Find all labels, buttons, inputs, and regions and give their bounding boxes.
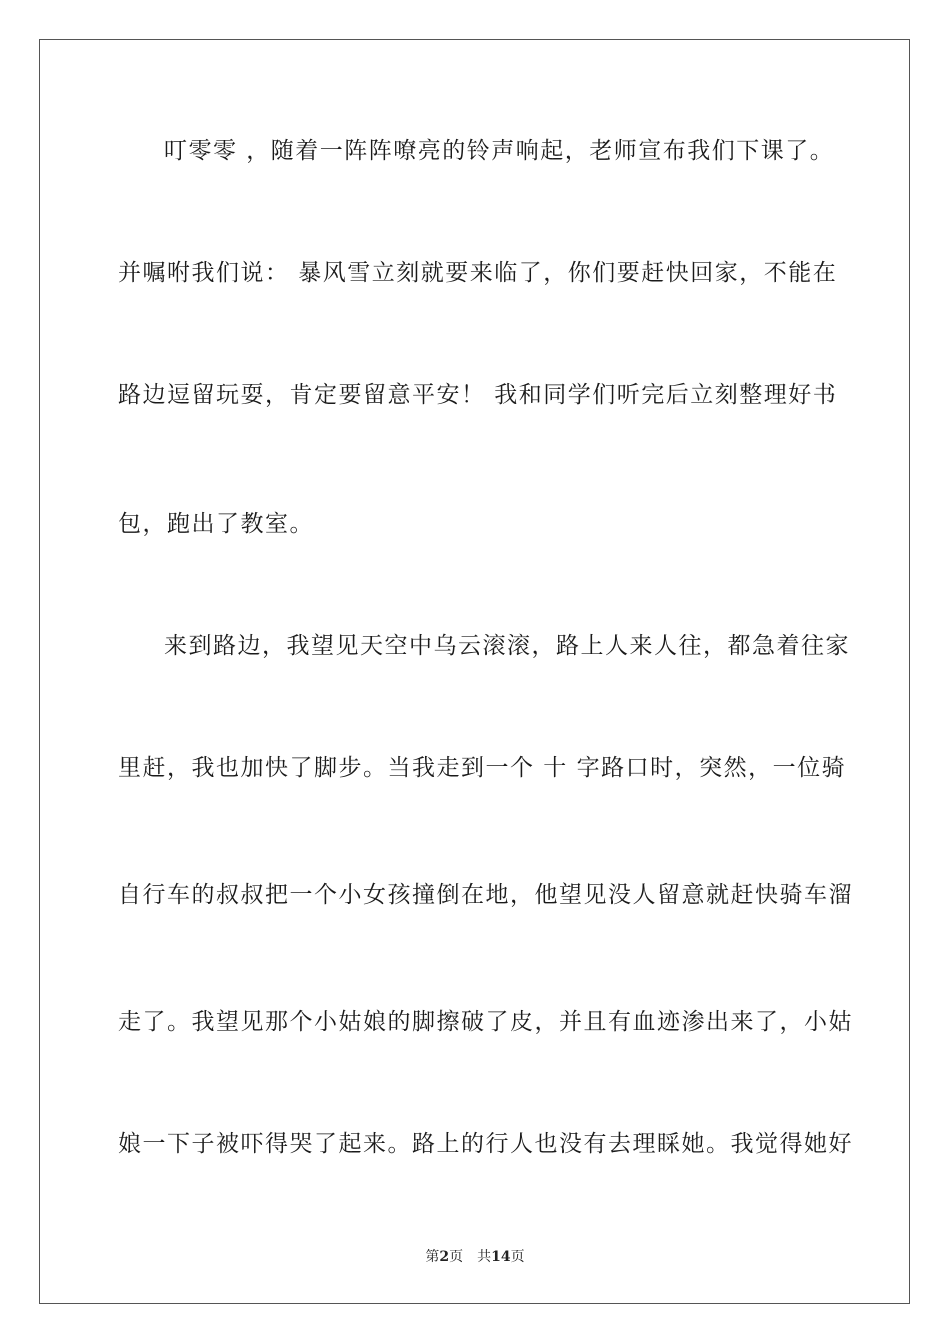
page-footer [0, 1248, 950, 1266]
total-prefix: 共 [477, 1249, 492, 1265]
paragraph-1-line-2: 并嘱咐我们说： 暴风雪立刻就要来临了，你们要赶快回家，不能在 [118, 260, 838, 286]
paragraph-2-line-3: 自行车的叔叔把一个小女孩撞倒在地，他望见没人留意就赶快骑车溜 [118, 882, 853, 908]
paragraph-1-line-1: 叮零零 ，随着一阵阵嘹亮的铃声响起，老师宣布我们下课了。 [164, 138, 835, 164]
paragraph-2-line-2: 里赶，我也加快了脚步。当我走到一个 十 字路口时，突然，一位骑 [118, 755, 847, 781]
total-suffix: 页 [510, 1249, 525, 1265]
paragraph-1-line-3: 路边逗留玩耍，肯定要留意平安！ 我和同学们听完后立刻整理好书 [118, 382, 838, 408]
paragraph-1-line-4: 包，跑出了教室。 [118, 511, 314, 537]
page-border [39, 39, 910, 1304]
total-page-number: 14 [491, 1249, 511, 1265]
paragraph-2-line-1: 来到路边，我望见天空中乌云滚滚，路上人来人往，都急着往家 [164, 633, 850, 659]
paragraph-2-line-5: 娘一下子被吓得哭了起来。路上的行人也没有去理睬她。我觉得她好 [118, 1131, 853, 1157]
page-suffix: 页 [449, 1249, 464, 1265]
page-prefix: 第 [425, 1249, 440, 1265]
paragraph-2-line-4: 走了。我望见那个小姑娘的脚擦破了皮，并且有血迹渗出来了，小姑 [118, 1009, 853, 1035]
current-page-number: 2 [439, 1249, 450, 1265]
